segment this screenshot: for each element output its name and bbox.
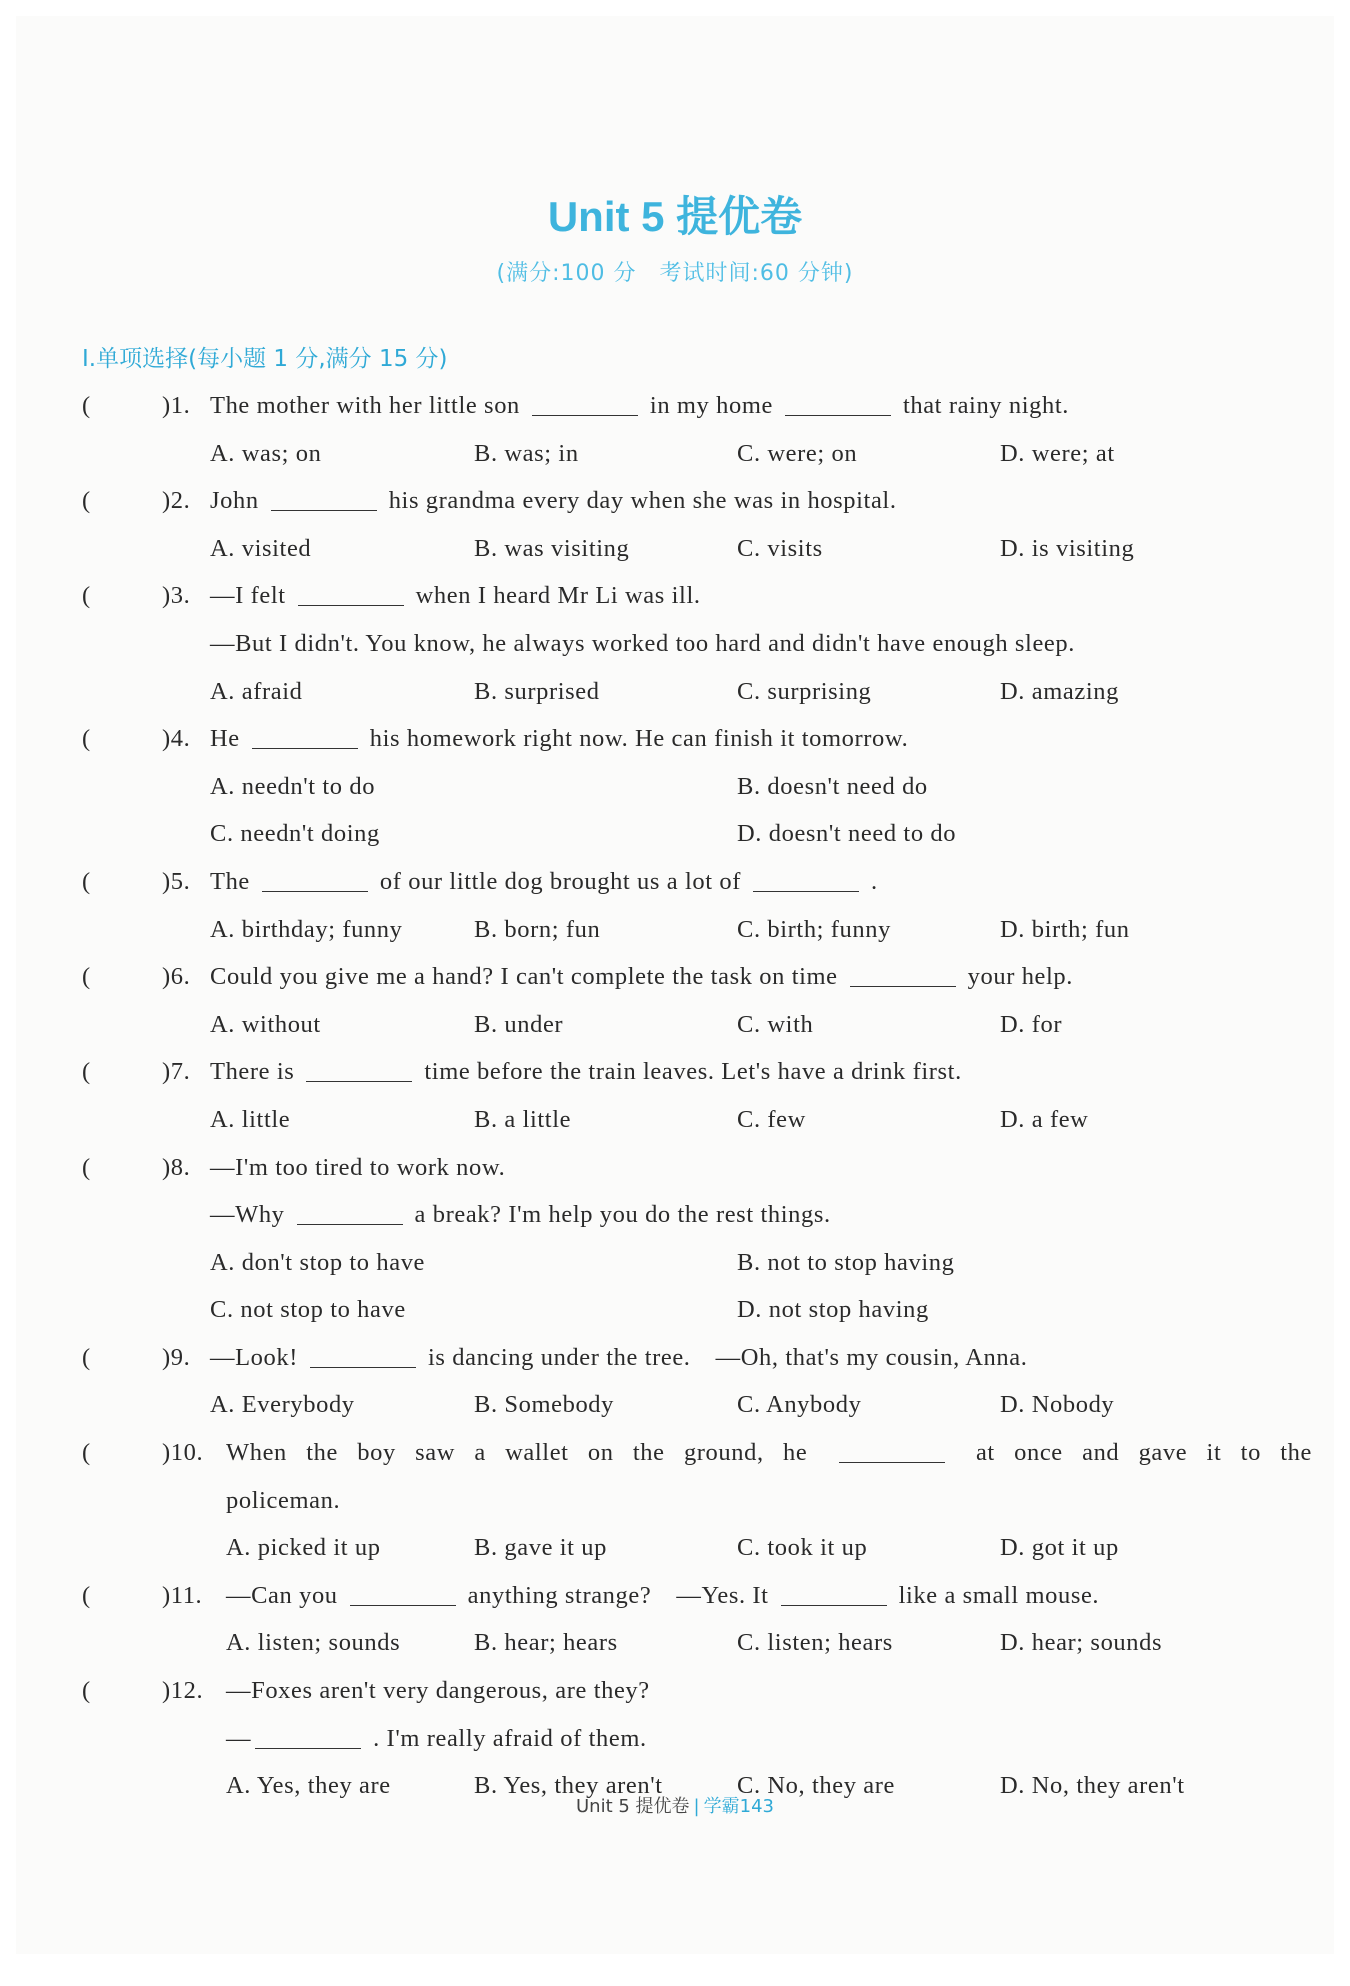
option-c: C. not stop to have <box>210 1296 406 1324</box>
answer-blank <box>350 1604 456 1606</box>
option-d: D. hear; sounds <box>1000 1629 1163 1657</box>
worksheet-page <box>16 16 1334 1954</box>
dialogue-reply: —Why a break? I'm help you do the rest things. <box>210 1201 831 1229</box>
question-number: )1. <box>162 392 191 419</box>
option-b: B. a little <box>474 1105 572 1133</box>
answer-paren: ( <box>82 1581 91 1609</box>
option-c: C. took it up <box>737 1534 868 1562</box>
question-list <box>82 382 1312 1810</box>
question-stem: The mother with her little son in my home that rainy night. <box>210 392 1069 419</box>
page-footer <box>16 1792 1334 1818</box>
options-row <box>82 763 1312 811</box>
option-b: B. gave it up <box>474 1534 608 1562</box>
footer-divider: | <box>693 1796 700 1817</box>
answer-paren: ( <box>82 392 91 419</box>
option-c: C. with <box>737 1010 814 1038</box>
option-d: D. No, they aren't <box>1000 1772 1185 1800</box>
option-d: D. birth; fun <box>1000 915 1130 943</box>
option-c: C. visits <box>737 534 823 562</box>
options-row <box>82 1239 1312 1287</box>
question-stem-continued <box>82 1477 1312 1525</box>
question-stem-continued <box>82 1715 1312 1763</box>
options-row <box>82 1096 1312 1144</box>
question-2 <box>82 477 1312 525</box>
question-12 <box>82 1667 1312 1715</box>
options-row <box>82 430 1312 478</box>
question-number: )11. <box>162 1581 203 1609</box>
option-c: C. needn't doing <box>210 820 380 848</box>
options-row <box>82 525 1312 573</box>
options-row <box>82 1286 1312 1334</box>
option-d: D. Nobody <box>1000 1391 1115 1419</box>
answer-blank <box>532 414 638 416</box>
options-row <box>82 1381 1312 1429</box>
option-b: B. was visiting <box>474 534 630 562</box>
option-a: A. picked it up <box>226 1534 381 1562</box>
answer-blank <box>839 1461 945 1463</box>
option-a: A. don't stop to have <box>210 1248 426 1276</box>
option-b: B. not to stop having <box>737 1248 955 1276</box>
question-number: )3. <box>162 582 191 610</box>
question-number: )7. <box>162 1058 191 1086</box>
answer-paren: ( <box>82 487 91 515</box>
answer-blank <box>753 890 859 892</box>
answer-blank <box>298 604 404 606</box>
option-b: B. hear; hears <box>474 1629 618 1657</box>
answer-blank <box>255 1747 361 1749</box>
page-subtitle: (满分:100 分 考试时间:60 分钟) <box>496 261 854 286</box>
answer-paren: ( <box>82 1439 91 1467</box>
question-stem: —Foxes aren't very dangerous, are they? <box>226 1677 650 1705</box>
answer-blank <box>310 1366 416 1368</box>
answer-blank <box>297 1223 403 1225</box>
option-b: B. surprised <box>474 677 600 705</box>
answer-paren: ( <box>82 725 91 753</box>
answer-paren: ( <box>82 1153 91 1181</box>
question-number: )8. <box>162 1153 191 1181</box>
option-c: C. No, they are <box>737 1772 895 1800</box>
option-b: B. Somebody <box>474 1391 614 1419</box>
answer-paren: ( <box>82 963 91 991</box>
option-b: B. was; in <box>474 439 579 467</box>
question-number: )10. <box>162 1439 204 1467</box>
answer-blank <box>781 1604 887 1606</box>
option-d: D. were; at <box>1000 439 1115 467</box>
dialogue-reply: —But I didn't. You know, he always worked too hard and didn't have enough sleep. <box>210 629 1075 657</box>
question-11 <box>82 1572 1312 1620</box>
options-row <box>82 906 1312 954</box>
option-a: A. without <box>210 1010 321 1038</box>
question-stem: John his grandma every day when she was in hospital. <box>210 487 897 515</box>
answer-paren: ( <box>82 582 91 610</box>
question-stem-wrap: policeman. <box>226 1486 341 1514</box>
answer-paren: ( <box>82 1677 91 1705</box>
option-d: D. amazing <box>1000 677 1119 705</box>
option-c: C. few <box>737 1105 806 1133</box>
question-stem: He his homework right now. He can finish it tomorrow. <box>210 725 909 753</box>
dialogue-reply: — . I'm really afraid of them. <box>226 1724 647 1752</box>
option-a: A. needn't to do <box>210 772 376 800</box>
option-d: D. for <box>1000 1010 1063 1038</box>
question-1 <box>82 382 1312 430</box>
answer-blank <box>271 509 377 511</box>
question-4 <box>82 715 1312 763</box>
options-row <box>82 1524 1312 1572</box>
answer-paren: ( <box>82 1058 91 1086</box>
question-stem: There is time before the train leaves. Let's have a drink first. <box>210 1058 962 1086</box>
option-d: D. is visiting <box>1000 534 1135 562</box>
question-stem: Could you give me a hand? I can't complete the task on time your help. <box>210 963 1073 991</box>
question-7 <box>82 1048 1312 1096</box>
option-d: D. a few <box>1000 1105 1089 1133</box>
option-c: C. birth; funny <box>737 915 891 943</box>
option-a: A. birthday; funny <box>210 915 403 943</box>
question-6 <box>82 953 1312 1001</box>
footer-unit: Unit 5 提优卷 <box>576 1796 690 1817</box>
question-number: )6. <box>162 963 191 991</box>
question-number: )4. <box>162 725 191 753</box>
question-stem: —Look! is dancing under the tree. —Oh, that's my cousin, Anna. <box>210 1343 1028 1371</box>
answer-paren: ( <box>82 1343 91 1371</box>
options-row <box>82 810 1312 858</box>
option-a: A. little <box>210 1105 291 1133</box>
question-stem: —I'm too tired to work now. <box>210 1153 506 1181</box>
option-a: A. Yes, they are <box>226 1772 391 1800</box>
option-a: A. afraid <box>210 677 303 705</box>
question-9 <box>82 1334 1312 1382</box>
answer-blank <box>262 890 368 892</box>
question-number: )5. <box>162 867 191 895</box>
question-3 <box>82 572 1312 620</box>
answer-blank <box>785 414 891 416</box>
option-c: C. were; on <box>737 439 858 467</box>
answer-paren: ( <box>82 867 91 895</box>
option-b: B. born; fun <box>474 915 601 943</box>
options-row <box>82 1001 1312 1049</box>
question-stem: When the boy saw a wallet on the ground, he at once and gave it to the <box>226 1439 1312 1467</box>
answer-blank <box>252 747 358 749</box>
question-stem: —I felt when I heard Mr Li was ill. <box>210 582 701 610</box>
options-row <box>82 1619 1312 1667</box>
footer-brand: 学霸 <box>703 1796 740 1817</box>
option-d: D. doesn't need to do <box>737 820 957 848</box>
section-heading: Ⅰ.单项选择(每小题 1 分,满分 15 分) <box>82 346 448 372</box>
option-b: B. doesn't need do <box>737 772 928 800</box>
option-a: A. listen; sounds <box>226 1629 401 1657</box>
options-row <box>82 668 1312 716</box>
option-c: C. surprising <box>737 677 872 705</box>
page-title: Unit 5 提优卷 <box>547 193 803 240</box>
question-number: )2. <box>162 487 191 515</box>
question-number: )9. <box>162 1343 191 1371</box>
answer-blank <box>850 985 956 987</box>
page-number: 143 <box>739 1796 774 1817</box>
question-10 <box>82 1429 1312 1477</box>
option-d: D. not stop having <box>737 1296 929 1324</box>
question-8 <box>82 1144 1312 1192</box>
question-stem-continued <box>82 620 1312 668</box>
question-stem-continued <box>82 1191 1312 1239</box>
question-stem: —Can you anything strange? —Yes. It like a small mouse. <box>226 1581 1100 1609</box>
question-5 <box>82 858 1312 906</box>
option-b: B. Yes, they aren't <box>474 1772 663 1800</box>
option-a: A. visited <box>210 534 312 562</box>
answer-blank <box>306 1080 412 1082</box>
option-a: A. was; on <box>210 439 322 467</box>
option-b: B. under <box>474 1010 564 1038</box>
option-c: C. listen; hears <box>737 1629 893 1657</box>
question-stem: The of our little dog brought us a lot of . <box>210 867 878 895</box>
option-c: C. Anybody <box>737 1391 862 1419</box>
option-d: D. got it up <box>1000 1534 1119 1562</box>
option-a: A. Everybody <box>210 1391 355 1419</box>
question-number: )12. <box>162 1677 204 1705</box>
